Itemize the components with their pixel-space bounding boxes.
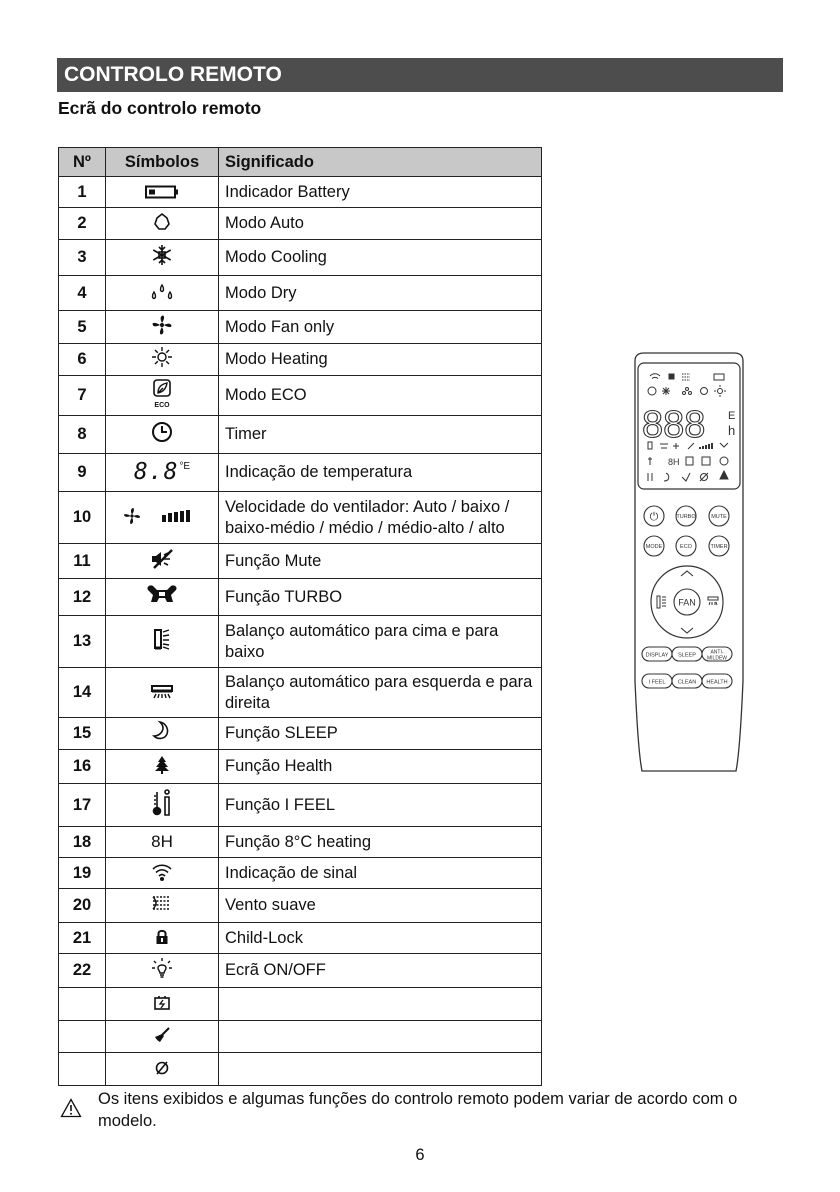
table-row bbox=[59, 311, 542, 344]
battery-charge-icon bbox=[153, 992, 171, 1014]
row-meaning bbox=[219, 988, 542, 1021]
auto-mode-icon bbox=[152, 211, 172, 233]
row-number: 17 bbox=[59, 784, 106, 827]
wifi-icon bbox=[151, 861, 173, 883]
row-meaning: Função SLEEP bbox=[219, 718, 542, 750]
table-row bbox=[59, 889, 542, 923]
row-meaning: Função 8°C heating bbox=[219, 827, 542, 858]
row-meaning: Modo ECO bbox=[219, 376, 542, 416]
down-arrow-icon[interactable] bbox=[681, 628, 693, 633]
clock-icon bbox=[151, 421, 173, 443]
row-number: 15 bbox=[59, 718, 106, 750]
row-number: 9 bbox=[59, 454, 106, 492]
section-header: CONTROLO REMOTO bbox=[57, 58, 783, 92]
row-number: 20 bbox=[59, 889, 106, 923]
table-row bbox=[59, 208, 542, 240]
table-row bbox=[59, 1021, 542, 1053]
table-row bbox=[59, 454, 542, 492]
row-meaning: Modo Cooling bbox=[219, 240, 542, 276]
turbo-icon bbox=[145, 584, 179, 606]
table-row bbox=[59, 1053, 542, 1086]
screen-8h-label: 8H bbox=[668, 457, 680, 467]
vertical-swing-icon bbox=[153, 628, 171, 650]
row-meaning: Vento suave bbox=[219, 889, 542, 923]
row-number: 13 bbox=[59, 616, 106, 668]
row-number: 6 bbox=[59, 344, 106, 376]
timer-button-label: TIMER bbox=[710, 544, 728, 550]
vertical-swing-button-icon[interactable] bbox=[657, 596, 666, 608]
anti-mildew-label-line1: ANTI- bbox=[710, 649, 724, 656]
eco-icon-label: ECO bbox=[154, 401, 170, 409]
screen-digits: 888 bbox=[642, 404, 706, 446]
table-row bbox=[59, 718, 542, 750]
row-number: 1 bbox=[59, 177, 106, 208]
sun-icon bbox=[151, 346, 173, 368]
table-row bbox=[59, 858, 542, 889]
mode-button-label: MODE bbox=[645, 544, 663, 550]
battery-icon bbox=[145, 181, 179, 203]
table-row bbox=[59, 544, 542, 579]
8h-icon: 8H bbox=[151, 832, 173, 851]
warning-triangle-icon bbox=[60, 1098, 82, 1124]
row-number: 12 bbox=[59, 579, 106, 616]
row-meaning: Indicador Battery bbox=[219, 177, 542, 208]
table-row bbox=[59, 784, 542, 827]
i-feel-icon bbox=[151, 788, 173, 818]
row-number: 18 bbox=[59, 827, 106, 858]
column-header-number: Nº bbox=[59, 148, 106, 177]
row-meaning: Função TURBO bbox=[219, 579, 542, 616]
table-row bbox=[59, 344, 542, 376]
row-number: 2 bbox=[59, 208, 106, 240]
row-number: 8 bbox=[59, 416, 106, 454]
mute-button-label: MUTE bbox=[711, 514, 727, 520]
row-meaning: Modo Dry bbox=[219, 276, 542, 311]
fan-button-label: FAN bbox=[678, 597, 696, 608]
row-number: 3 bbox=[59, 240, 106, 276]
row-meaning: Função Mute bbox=[219, 544, 542, 579]
clean-button-label: CLEAN bbox=[677, 679, 697, 686]
table-row bbox=[59, 240, 542, 276]
horizontal-swing-button-icon[interactable] bbox=[708, 597, 718, 605]
i-feel-button-label: I FEEL bbox=[648, 679, 666, 686]
snowflake-icon bbox=[151, 244, 173, 266]
row-number bbox=[59, 1021, 106, 1053]
note-text: Os itens exibidos e algumas funções do controlo remoto podem variar de acordo com o modelo. bbox=[98, 1090, 738, 1130]
row-meaning: Balanço automático para cima e para baixo bbox=[219, 616, 542, 668]
row-meaning: Modo Fan only bbox=[219, 311, 542, 344]
table-row bbox=[59, 177, 542, 208]
row-meaning: Child-Lock bbox=[219, 923, 542, 954]
row-number: 22 bbox=[59, 954, 106, 988]
fan-speed-icon bbox=[122, 505, 202, 527]
eco-button-label: ECO bbox=[680, 544, 692, 550]
no-symbol-icon bbox=[154, 1057, 170, 1079]
table-row bbox=[59, 923, 542, 954]
row-number: 7 bbox=[59, 376, 106, 416]
row-number: 10 bbox=[59, 492, 106, 544]
row-number bbox=[59, 988, 106, 1021]
table-row bbox=[59, 954, 542, 988]
row-number: 11 bbox=[59, 544, 106, 579]
table-row bbox=[59, 579, 542, 616]
row-number: 16 bbox=[59, 750, 106, 784]
water-drops-icon bbox=[150, 281, 174, 303]
table-row bbox=[59, 827, 542, 858]
row-meaning: Modo Heating bbox=[219, 344, 542, 376]
gentle-wind-icon bbox=[151, 893, 173, 915]
row-meaning: Velocidade do ventilador: Auto / baixo / baixo-médio / médio / médio-alto / alto bbox=[219, 492, 542, 544]
horizontal-swing-icon bbox=[150, 681, 174, 703]
sleep-button-label: SLEEP bbox=[678, 652, 696, 659]
column-header-symbols: Símbolos bbox=[106, 148, 219, 177]
row-meaning: Indicação de temperatura bbox=[219, 454, 542, 492]
row-meaning bbox=[219, 1021, 542, 1053]
screen-unit-h: h bbox=[728, 423, 736, 438]
warning-note bbox=[60, 1088, 800, 1132]
row-meaning: Indicação de sinal bbox=[219, 858, 542, 889]
table-row bbox=[59, 668, 542, 718]
table-row bbox=[59, 416, 542, 454]
table-header-row bbox=[59, 148, 542, 177]
table-row bbox=[59, 276, 542, 311]
row-meaning: Modo Auto bbox=[219, 208, 542, 240]
up-arrow-icon[interactable] bbox=[681, 571, 693, 576]
mute-icon bbox=[150, 548, 174, 570]
table-row bbox=[59, 616, 542, 668]
row-number: 21 bbox=[59, 923, 106, 954]
power-icon: ⏻ bbox=[649, 511, 659, 523]
brush-icon bbox=[153, 1024, 171, 1046]
row-meaning: Função I FEEL bbox=[219, 784, 542, 827]
row-meaning bbox=[219, 1053, 542, 1086]
row-number: 4 bbox=[59, 276, 106, 311]
moon-icon bbox=[151, 720, 173, 742]
fan-icon bbox=[151, 314, 173, 336]
table-row bbox=[59, 988, 542, 1021]
tree-icon bbox=[154, 754, 170, 776]
section-subtitle: Ecrã do controlo remoto bbox=[58, 98, 262, 118]
screen-status-icons bbox=[648, 374, 726, 397]
row-number: 19 bbox=[59, 858, 106, 889]
page-number: 6 bbox=[415, 1146, 425, 1164]
lock-icon bbox=[155, 926, 169, 948]
row-meaning: Timer bbox=[219, 416, 542, 454]
remote-control-illustration bbox=[632, 351, 746, 780]
health-button-label: HEALTH bbox=[706, 679, 728, 686]
screen-bottom-icons bbox=[648, 442, 728, 481]
anti-mildew-label-line2: MILDEW bbox=[707, 655, 727, 662]
eco-leaf-icon bbox=[150, 378, 174, 410]
row-number bbox=[59, 1053, 106, 1086]
row-meaning: Função Health bbox=[219, 750, 542, 784]
bulb-icon bbox=[151, 957, 173, 979]
symbols-table bbox=[58, 147, 542, 1086]
table-row bbox=[59, 492, 542, 544]
table-row bbox=[59, 376, 542, 416]
row-meaning: Ecrã ON/OFF bbox=[219, 954, 542, 988]
row-number: 14 bbox=[59, 668, 106, 718]
table-row bbox=[59, 750, 542, 784]
display-button-label: DISPLAY bbox=[645, 652, 669, 659]
turbo-button-label: TURBO bbox=[676, 514, 696, 520]
temperature-digits-icon: 8.8 °E bbox=[133, 459, 191, 485]
row-number: 5 bbox=[59, 311, 106, 344]
screen-unit-e: E bbox=[728, 410, 736, 422]
column-header-meaning: Significado bbox=[219, 148, 542, 177]
row-meaning: Balanço automático para esquerda e para direita bbox=[219, 668, 542, 718]
